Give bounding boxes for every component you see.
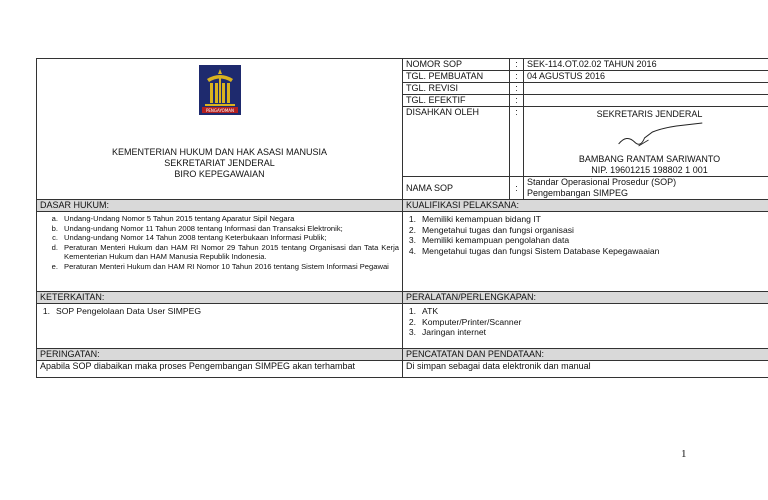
list-item [40, 306, 399, 317]
list-item [40, 214, 399, 224]
sop-table [36, 58, 768, 378]
list-item-number: e. [51, 261, 58, 271]
dasar-hukum-heading: DASAR HUKUM: [37, 200, 403, 212]
list-item [406, 214, 768, 225]
list-item-text: Peraturan Menteri Hukum dan HAM RI Nomor 10 Tahun 2016 tentang Sistem Informasi Pegawai [64, 261, 389, 271]
list-item-text: Memiliki kemampuan pengolahan data [422, 235, 570, 245]
list-item-number: c. [52, 233, 58, 242]
nomor-sop-label: NOMOR SOP [403, 59, 510, 71]
list-item-text: Komputer/Printer/Scanner [422, 316, 522, 327]
org-line-secretariat: SEKRETARIAT JENDERAL [164, 158, 275, 168]
pencatatan-heading: PENCATATAN DAN PENDATAAN: [403, 349, 768, 361]
peringatan-heading: PERINGATAN: [37, 349, 403, 361]
kualifikasi-list [406, 212, 768, 256]
list-item-text: Undang-undang Nomor 14 Tahun 2008 tentang Keterbukaan Informasi Publik; [64, 233, 327, 242]
list-item [40, 243, 399, 262]
list-item [40, 262, 399, 272]
tgl-revisi-label: TGL. REVISI [403, 83, 510, 95]
logo [40, 59, 399, 117]
tgl-pembuatan-label: TGL. PEMBUATAN [403, 71, 510, 83]
keterkaitan-cell [37, 304, 403, 349]
tgl-efektif-label: TGL. EFEKTIF [403, 95, 510, 107]
signer-title: SEKRETARIS JENDERAL [596, 109, 703, 119]
list-item [406, 225, 768, 236]
peralatan-cell [403, 304, 768, 349]
signature-mark [527, 120, 768, 154]
list-item-number: 3. [408, 327, 416, 337]
list-item-number: 1. [408, 306, 416, 316]
list-item-text: Undang-undang Nomor 11 Tahun 2008 tentang Informasi dan Transaksi Elektronik; [64, 223, 343, 233]
tgl-pembuatan-value: 04 AGUSTUS 2016 [524, 71, 768, 83]
kualifikasi-heading: KUALIFIKASI PELAKSANA: [403, 200, 768, 212]
list-item [406, 327, 768, 338]
list-item [406, 317, 768, 328]
nama-sop-line1: Standar Operasional Prosedur (SOP) [527, 177, 677, 187]
list-item-number: 4. [408, 245, 416, 256]
list-item-number: 1. [408, 214, 416, 224]
pencatatan-text: Di simpan sebagai data elektronik dan manual [403, 361, 768, 378]
list-item [406, 246, 768, 257]
org-line-ministry: KEMENTERIAN HUKUM DAN HAK ASASI MANUSIA [111, 147, 328, 157]
list-item [40, 224, 399, 234]
peralatan-heading: PERALATAN/PERLENGKAPAN: [403, 292, 768, 304]
list-item-number: 2. [408, 224, 416, 235]
nama-sop-line2: Pengembangan SIMPEG [527, 188, 629, 198]
signature-block [524, 107, 768, 177]
list-item-number: 3. [408, 235, 416, 245]
pengayoman-emblem-icon [199, 65, 241, 115]
nama-sop-label: NAMA SOP [403, 177, 510, 200]
org-line-bureau: BIRO KEPEGAWAIAN [174, 169, 265, 179]
list-item-number: a. [51, 214, 58, 223]
list-item [406, 235, 768, 246]
list-item-text: ATK [422, 306, 439, 316]
header-org-cell [37, 59, 403, 200]
keterkaitan-heading: KETERKAITAN: [37, 292, 403, 304]
signer-nip: NIP. 19601215 198802 1 001 [591, 165, 708, 175]
colon: : [510, 59, 524, 71]
tgl-efektif-value [524, 95, 768, 107]
list-item [40, 233, 399, 243]
signer-name: BAMBANG RANTAM SARIWANTO [578, 154, 721, 164]
nomor-sop-value: SEK-114.OT.02.02 TAHUN 2016 [524, 59, 768, 71]
list-item-text: Jaringan internet [422, 327, 487, 337]
list-item-text: Undang-Undang Nomor 5 Tahun 2015 tentang Aparatur Sipil Negara [64, 214, 295, 223]
list-item-text: SOP Pengelolaan Data User SIMPEG [56, 306, 202, 316]
list-item-text: Peraturan Menteri Hukum dan HAM RI Nomor 29 Tahun 2015 tentang Organisasi dan Tata Kerja Kementerian Hukum dan HAM Manusia Republik Indonesia. [64, 242, 399, 261]
list-item-text: Memiliki kemampuan bidang IT [422, 214, 541, 224]
colon: : [510, 177, 524, 200]
org-title [40, 147, 399, 180]
peringatan-text: Apabila SOP diabaikan maka proses Pengembangan SIMPEG akan terhambat [37, 361, 403, 378]
list-item-text: Mengetahui tugas dan fungsi organisasi [422, 224, 574, 235]
colon: : [510, 83, 524, 95]
list-item-number: 2. [408, 316, 416, 327]
colon: : [510, 107, 524, 177]
disahkan-oleh-label: DISAHKAN OLEH [403, 107, 510, 177]
logo-text: PENGAYOMAN [205, 108, 234, 113]
peralatan-list [406, 304, 768, 338]
list-item-text: Mengetahui tugas dan fungsi Sistem Database Kepegawaaian [422, 245, 660, 256]
dasar-hukum-cell [37, 212, 403, 292]
list-item-number: 1. [42, 306, 50, 316]
nama-sop-value [524, 177, 768, 200]
colon: : [510, 95, 524, 107]
keterkaitan-list [40, 304, 399, 317]
list-item-number: d. [51, 242, 58, 252]
signature-scribble-icon [527, 120, 768, 154]
page-number: 1 [681, 448, 687, 460]
colon: : [510, 71, 524, 83]
list-item-number: b. [51, 223, 58, 233]
kualifikasi-cell [403, 212, 768, 292]
list-item [406, 306, 768, 317]
tgl-revisi-value [524, 83, 768, 95]
dasar-hukum-list [40, 212, 399, 271]
